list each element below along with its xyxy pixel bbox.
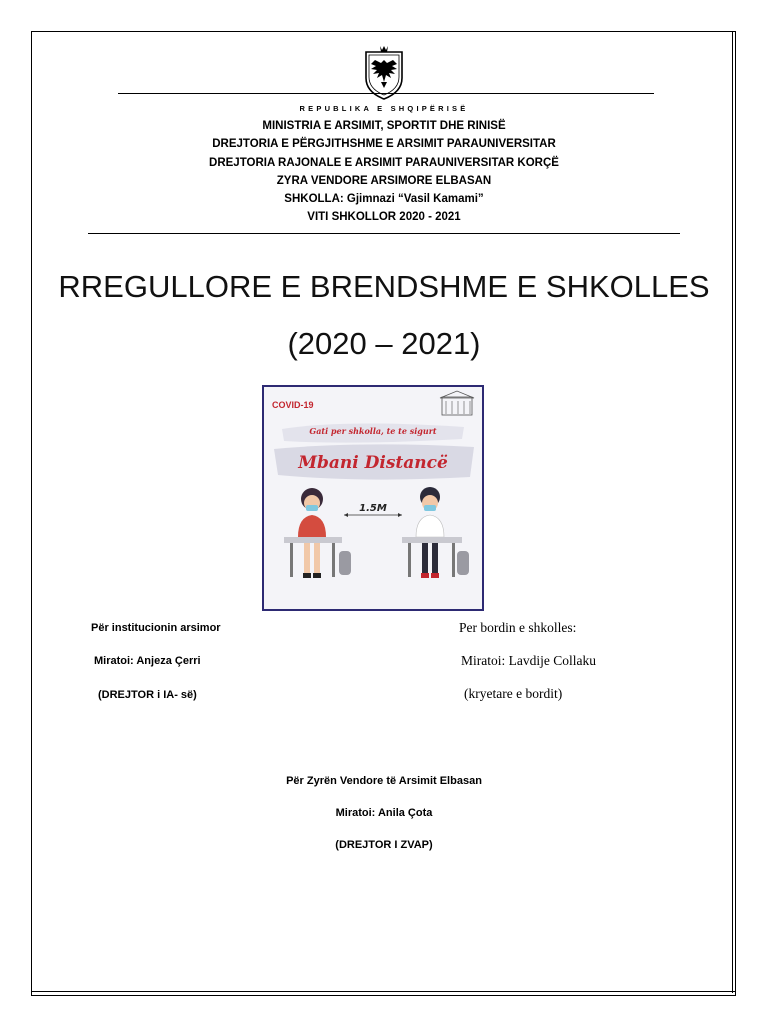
left-sig-heading: Për institucionin arsimor [91,622,221,634]
left-sig-approved: Miratoi: Anjeza Çerri [94,655,201,667]
center-sig-approved: Miratoi: Anila Çota [335,807,433,819]
document-title: RREGULLORE E BRENDSHME E SHKOLLES [58,269,710,304]
country-name: REPUBLIKA E SHQIPËRISË [299,104,469,113]
right-sig-approved: Miratoi: Lavdije Collaku [461,653,596,668]
header-rule-bottom [88,233,680,234]
letterhead [88,104,680,227]
poster-headline: Mbani Distancë [298,453,448,473]
school-name: SHKOLLA: Gjimnazi “Vasil Kamami” [284,193,484,206]
directorate-regional: DREJTORIA RAJONALE E ARSIMIT PARAUNIVERSITAR KORÇË [209,156,559,169]
right-sig-heading: Per bordin e shkolles: [459,620,577,635]
coat-of-arms-icon [363,44,405,100]
document-years: (2020 – 2021) [287,326,481,361]
ministry-name: MINISTRIA E ARSIMIT, SPORTIT DHE RINISË [262,120,506,132]
local-office: ZYRA VENDORE ARSIMORE ELBASAN [276,174,492,187]
distance-label: 1.5M [359,503,387,514]
right-sig-role: (kryetare e bordit) [464,686,563,701]
covid-label: COVID-19 [272,400,314,410]
header-rule-top [118,93,654,94]
center-sig-role: (DREJTOR I ZVAP) [335,839,433,851]
center-sig-heading: Për Zyrën Vendore të Arsimit Elbasan [286,775,482,787]
covid-poster [262,385,484,611]
school-year: VITI SHKOLLOR 2020 - 2021 [307,211,461,224]
page-border-bottom [31,991,736,992]
directorate-general: DREJTORIA E PËRGJITHSHME E ARSIMIT PARAUNIVERSITAR [212,138,556,151]
poster-slogan: Gati per shkolla, te te sigurt [309,426,437,436]
left-sig-role: (DREJTOR i IA- së) [98,689,197,701]
